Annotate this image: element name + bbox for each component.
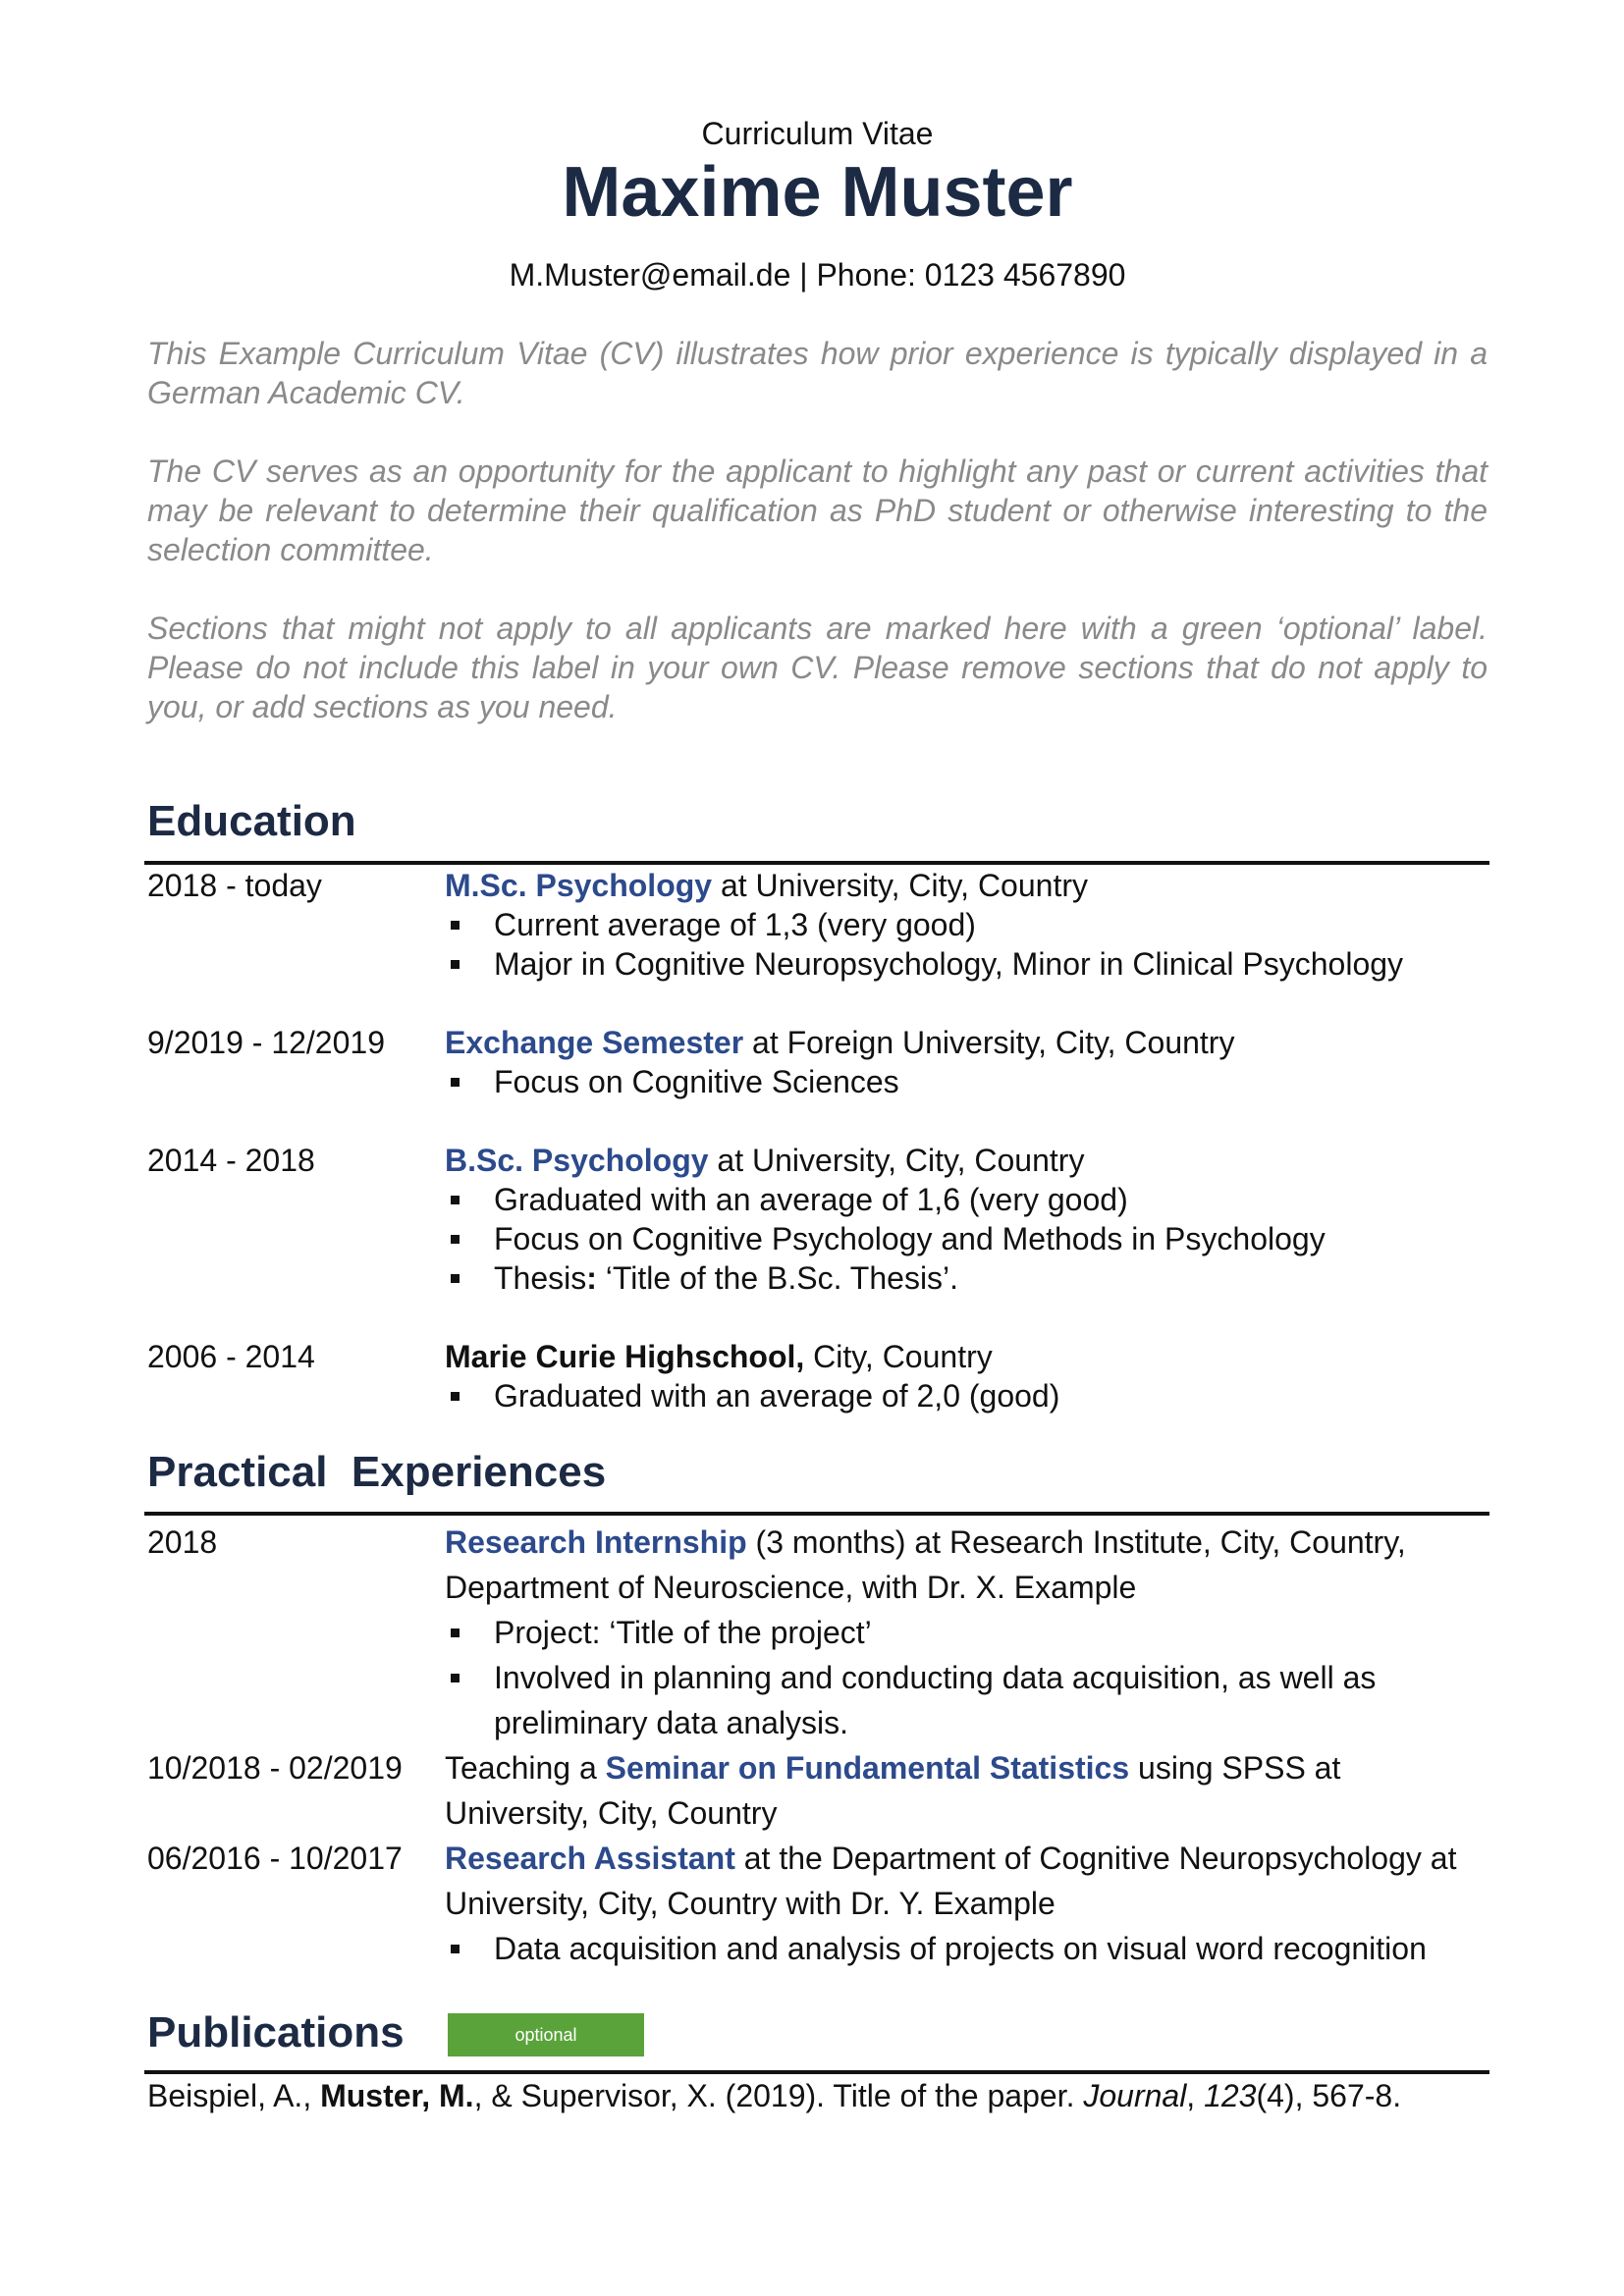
entry-detail: at University, City, Country bbox=[712, 868, 1088, 903]
document-label: Curriculum Vitae bbox=[701, 116, 934, 151]
entry-title: Seminar on Fundamental Statistics bbox=[605, 1750, 1130, 1786]
pub-volume: 123 bbox=[1204, 2078, 1257, 2113]
entry-body bbox=[445, 1836, 1488, 1971]
publications-heading: Publications bbox=[147, 2008, 405, 2056]
pub-authors: Beispiel, A., bbox=[147, 2078, 321, 2113]
entry-detail: using SPSS at University, City, Country bbox=[445, 1750, 1341, 1831]
applicant-name: Maxime Muster bbox=[562, 153, 1073, 232]
entry-detail: at the Department of Cognitive Neuropsychology at University, City, Country with Dr. Y. Example bbox=[445, 1841, 1457, 1921]
entry-detail: at University, City, Country bbox=[708, 1143, 1085, 1178]
experience-heading: Practical Experiences bbox=[147, 1448, 607, 1496]
entry-body bbox=[445, 1337, 1488, 1415]
pub-self-author: Muster, M. bbox=[320, 2078, 474, 2113]
entry-title: Research Assistant bbox=[445, 1841, 735, 1876]
entry-detail: (3 months) at Research Institute, City, Country, Department of Neuroscience, with Dr. X. Example bbox=[445, 1524, 1406, 1605]
pub-separator: , bbox=[1186, 2078, 1205, 2113]
entry-date: 10/2018 - 02/2019 bbox=[147, 1750, 403, 1786]
entry-date: 2014 - 2018 bbox=[147, 1143, 315, 1178]
thesis-title: ‘Title of the B.Sc. Thesis’. bbox=[596, 1260, 959, 1296]
bullet-item: Project: ‘Title of the project’ bbox=[445, 1610, 1427, 1655]
entry-title: Exchange Semester bbox=[445, 1025, 744, 1060]
bullet-item: Focus on Cognitive Sciences bbox=[445, 1062, 1488, 1101]
pub-details: , & Supervisor, X. (2019). Title of the paper. bbox=[473, 2078, 1084, 2113]
entry-date: 9/2019 - 12/2019 bbox=[147, 1025, 385, 1060]
entry-title: Research Internship bbox=[445, 1524, 747, 1560]
bullet-item: Graduated with an average of 1,6 (very good) bbox=[445, 1180, 1488, 1219]
bullet-item: Data acquisition and analysis of projects on visual word recognition bbox=[445, 1926, 1488, 1971]
section-divider bbox=[144, 861, 1489, 865]
entry-title: B.Sc. Psychology bbox=[445, 1143, 709, 1178]
entry-date: 2006 - 2014 bbox=[147, 1339, 315, 1374]
entry-body bbox=[445, 1745, 1427, 1836]
entry-body bbox=[445, 1520, 1466, 1745]
entry-detail: City, Country bbox=[804, 1339, 993, 1374]
education-heading: Education bbox=[147, 797, 356, 845]
contact-line: M.Muster@email.de | Phone: 0123 4567890 bbox=[509, 257, 1126, 293]
optional-badge: optional bbox=[448, 2013, 644, 2056]
intro-paragraph: The CV serves as an opportunity for the applicant to highlight any past or current activities that may be relevant to determine their qualification as PhD student or otherwise interesting to the selection committee. bbox=[147, 454, 1488, 567]
entry-prefix: Teaching a bbox=[445, 1750, 606, 1786]
entry-detail: at Foreign University, City, Country bbox=[743, 1025, 1235, 1060]
entry-body bbox=[445, 1141, 1488, 1298]
thesis-colon: : bbox=[586, 1260, 597, 1296]
entry-title: Marie Curie Highschool, bbox=[445, 1339, 805, 1374]
entry-date: 2018 bbox=[147, 1524, 218, 1560]
bullet-item: Major in Cognitive Neuropsychology, Minor in Clinical Psychology bbox=[445, 944, 1488, 984]
bullet-item: Current average of 1,3 (very good) bbox=[445, 905, 1488, 944]
entry-body bbox=[445, 1023, 1488, 1101]
bullet-item: Focus on Cognitive Psychology and Methods in Psychology bbox=[445, 1219, 1488, 1258]
entry-body bbox=[445, 866, 1488, 984]
bullet-item bbox=[445, 1258, 1488, 1298]
entry-date: 2018 - today bbox=[147, 868, 322, 903]
section-divider bbox=[144, 1512, 1489, 1516]
intro-paragraph: This Example Curriculum Vitae (CV) illustrates how prior experience is typically displayed in a German Academic CV. bbox=[147, 336, 1488, 410]
pub-issue-pages: (4), 567-8. bbox=[1256, 2078, 1402, 2113]
bullet-item: Involved in planning and conducting data acquisition, as well as preliminary data analysis. bbox=[445, 1655, 1427, 1745]
publication-entry bbox=[147, 2076, 1502, 2115]
intro-paragraph: Sections that might not apply to all applicants are marked here with a green ‘optional’ label. Please do not include this label in your own CV. Please remove sections that do not apply to you, or add sections as you need. bbox=[147, 611, 1488, 724]
thesis-label: Thesis bbox=[494, 1260, 587, 1296]
entry-title: M.Sc. Psychology bbox=[445, 868, 713, 903]
bullet-item: Graduated with an average of 2,0 (good) bbox=[445, 1376, 1488, 1415]
entry-date: 06/2016 - 10/2017 bbox=[147, 1841, 403, 1876]
pub-journal: Journal bbox=[1083, 2078, 1187, 2113]
section-divider bbox=[144, 2070, 1489, 2074]
